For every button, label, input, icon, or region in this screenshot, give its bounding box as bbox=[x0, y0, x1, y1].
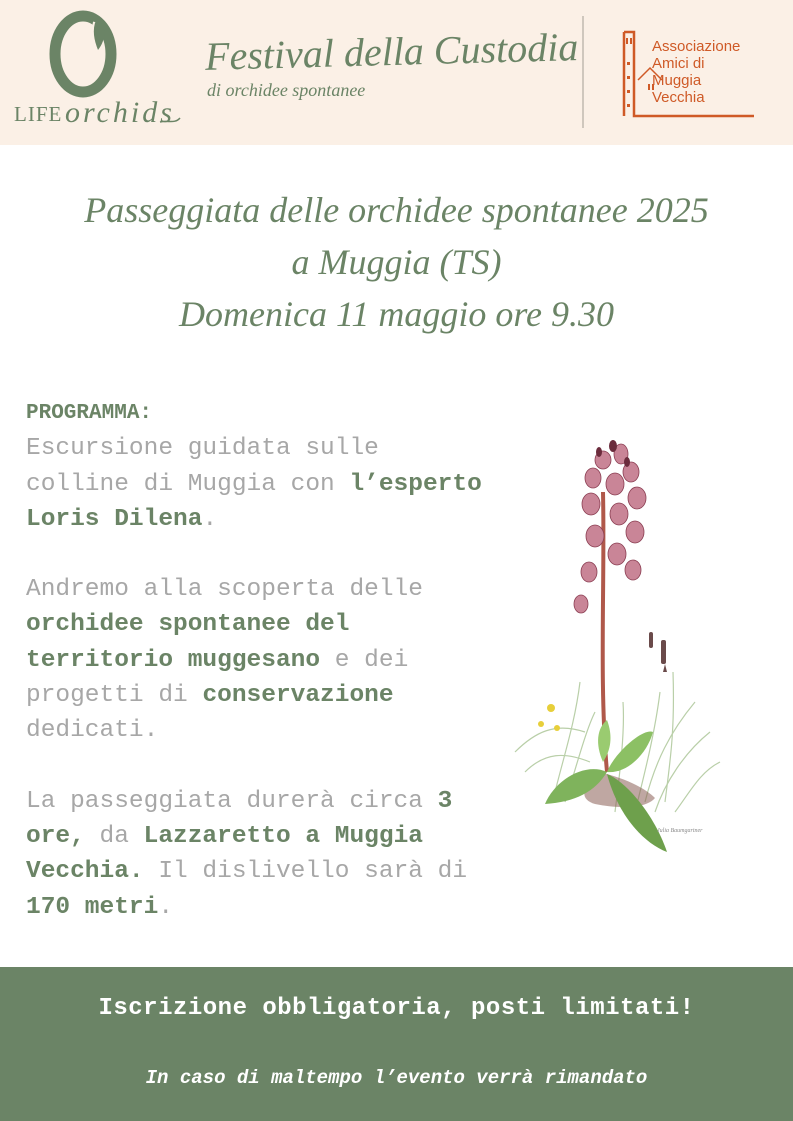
festival-subtitle: di orchidee spontanee bbox=[207, 80, 366, 100]
event-date: Domenica 11 maggio ore 9.30 bbox=[179, 294, 614, 334]
program-highlight: 170 metri bbox=[26, 893, 159, 921]
association-name bbox=[652, 38, 740, 106]
orchid-flowers bbox=[574, 444, 646, 613]
program-highlight: Lazzaretto a Muggia Vecchia. bbox=[26, 822, 423, 886]
event-title-line: Passeggiata delle orchidee spontanee 2025 bbox=[84, 190, 709, 230]
event-title bbox=[0, 184, 793, 340]
program-highlight: l’esperto Loris Dilena bbox=[26, 470, 482, 533]
registration-notice: Iscrizione obbligatoria, posti limitati! bbox=[98, 995, 695, 1022]
life-orchids-logo bbox=[10, 6, 185, 136]
yellow-flowers bbox=[538, 704, 560, 731]
association-line: Muggia bbox=[652, 72, 702, 89]
association-line: Vecchia bbox=[652, 89, 705, 106]
program-text: La passeggiata durerà circa bbox=[26, 787, 438, 815]
program-text: Escursione guidata sulle colline di Muggia con bbox=[26, 435, 379, 498]
program-heading: PROGRAMMA: bbox=[26, 402, 153, 425]
association-logo bbox=[622, 28, 762, 120]
header-divider bbox=[582, 16, 584, 128]
festival-title: Festival della Custodia bbox=[204, 24, 579, 79]
program-text: Andremo alla scoperta delle bbox=[26, 576, 423, 604]
program-text: e dei progetti di bbox=[26, 646, 409, 710]
orchid-illustration bbox=[495, 432, 735, 862]
program-highlight: orchidee spontanee del territorio muggesano bbox=[26, 611, 350, 674]
program-highlight: 3 ore, bbox=[26, 787, 453, 850]
life-logo-prefix: LIFE bbox=[14, 102, 63, 126]
grass-spike bbox=[661, 640, 666, 664]
program-text: . bbox=[158, 893, 174, 921]
program-text: . bbox=[202, 505, 218, 533]
grass-spike bbox=[663, 664, 667, 672]
program-highlight: conservazione bbox=[202, 682, 394, 710]
program-text: da bbox=[84, 822, 144, 850]
artist-signature: Julia Baumgartner bbox=[657, 828, 703, 834]
program-text: Il dislivello sarà di bbox=[143, 858, 468, 886]
life-logo-script: orchids bbox=[65, 96, 175, 129]
weather-notice: In caso di maltempo l’evento verrà rimandato bbox=[145, 1067, 648, 1089]
association-line: Associazione bbox=[652, 38, 741, 55]
program-section bbox=[26, 396, 486, 925]
program-text: dedicati. bbox=[26, 717, 159, 745]
header bbox=[0, 0, 793, 145]
orchid-leaf bbox=[598, 720, 610, 762]
event-title-line: a Muggia (TS) bbox=[291, 242, 502, 282]
association-line: Amici di bbox=[652, 55, 705, 72]
footer bbox=[0, 967, 793, 1121]
grass-spike bbox=[649, 632, 653, 648]
